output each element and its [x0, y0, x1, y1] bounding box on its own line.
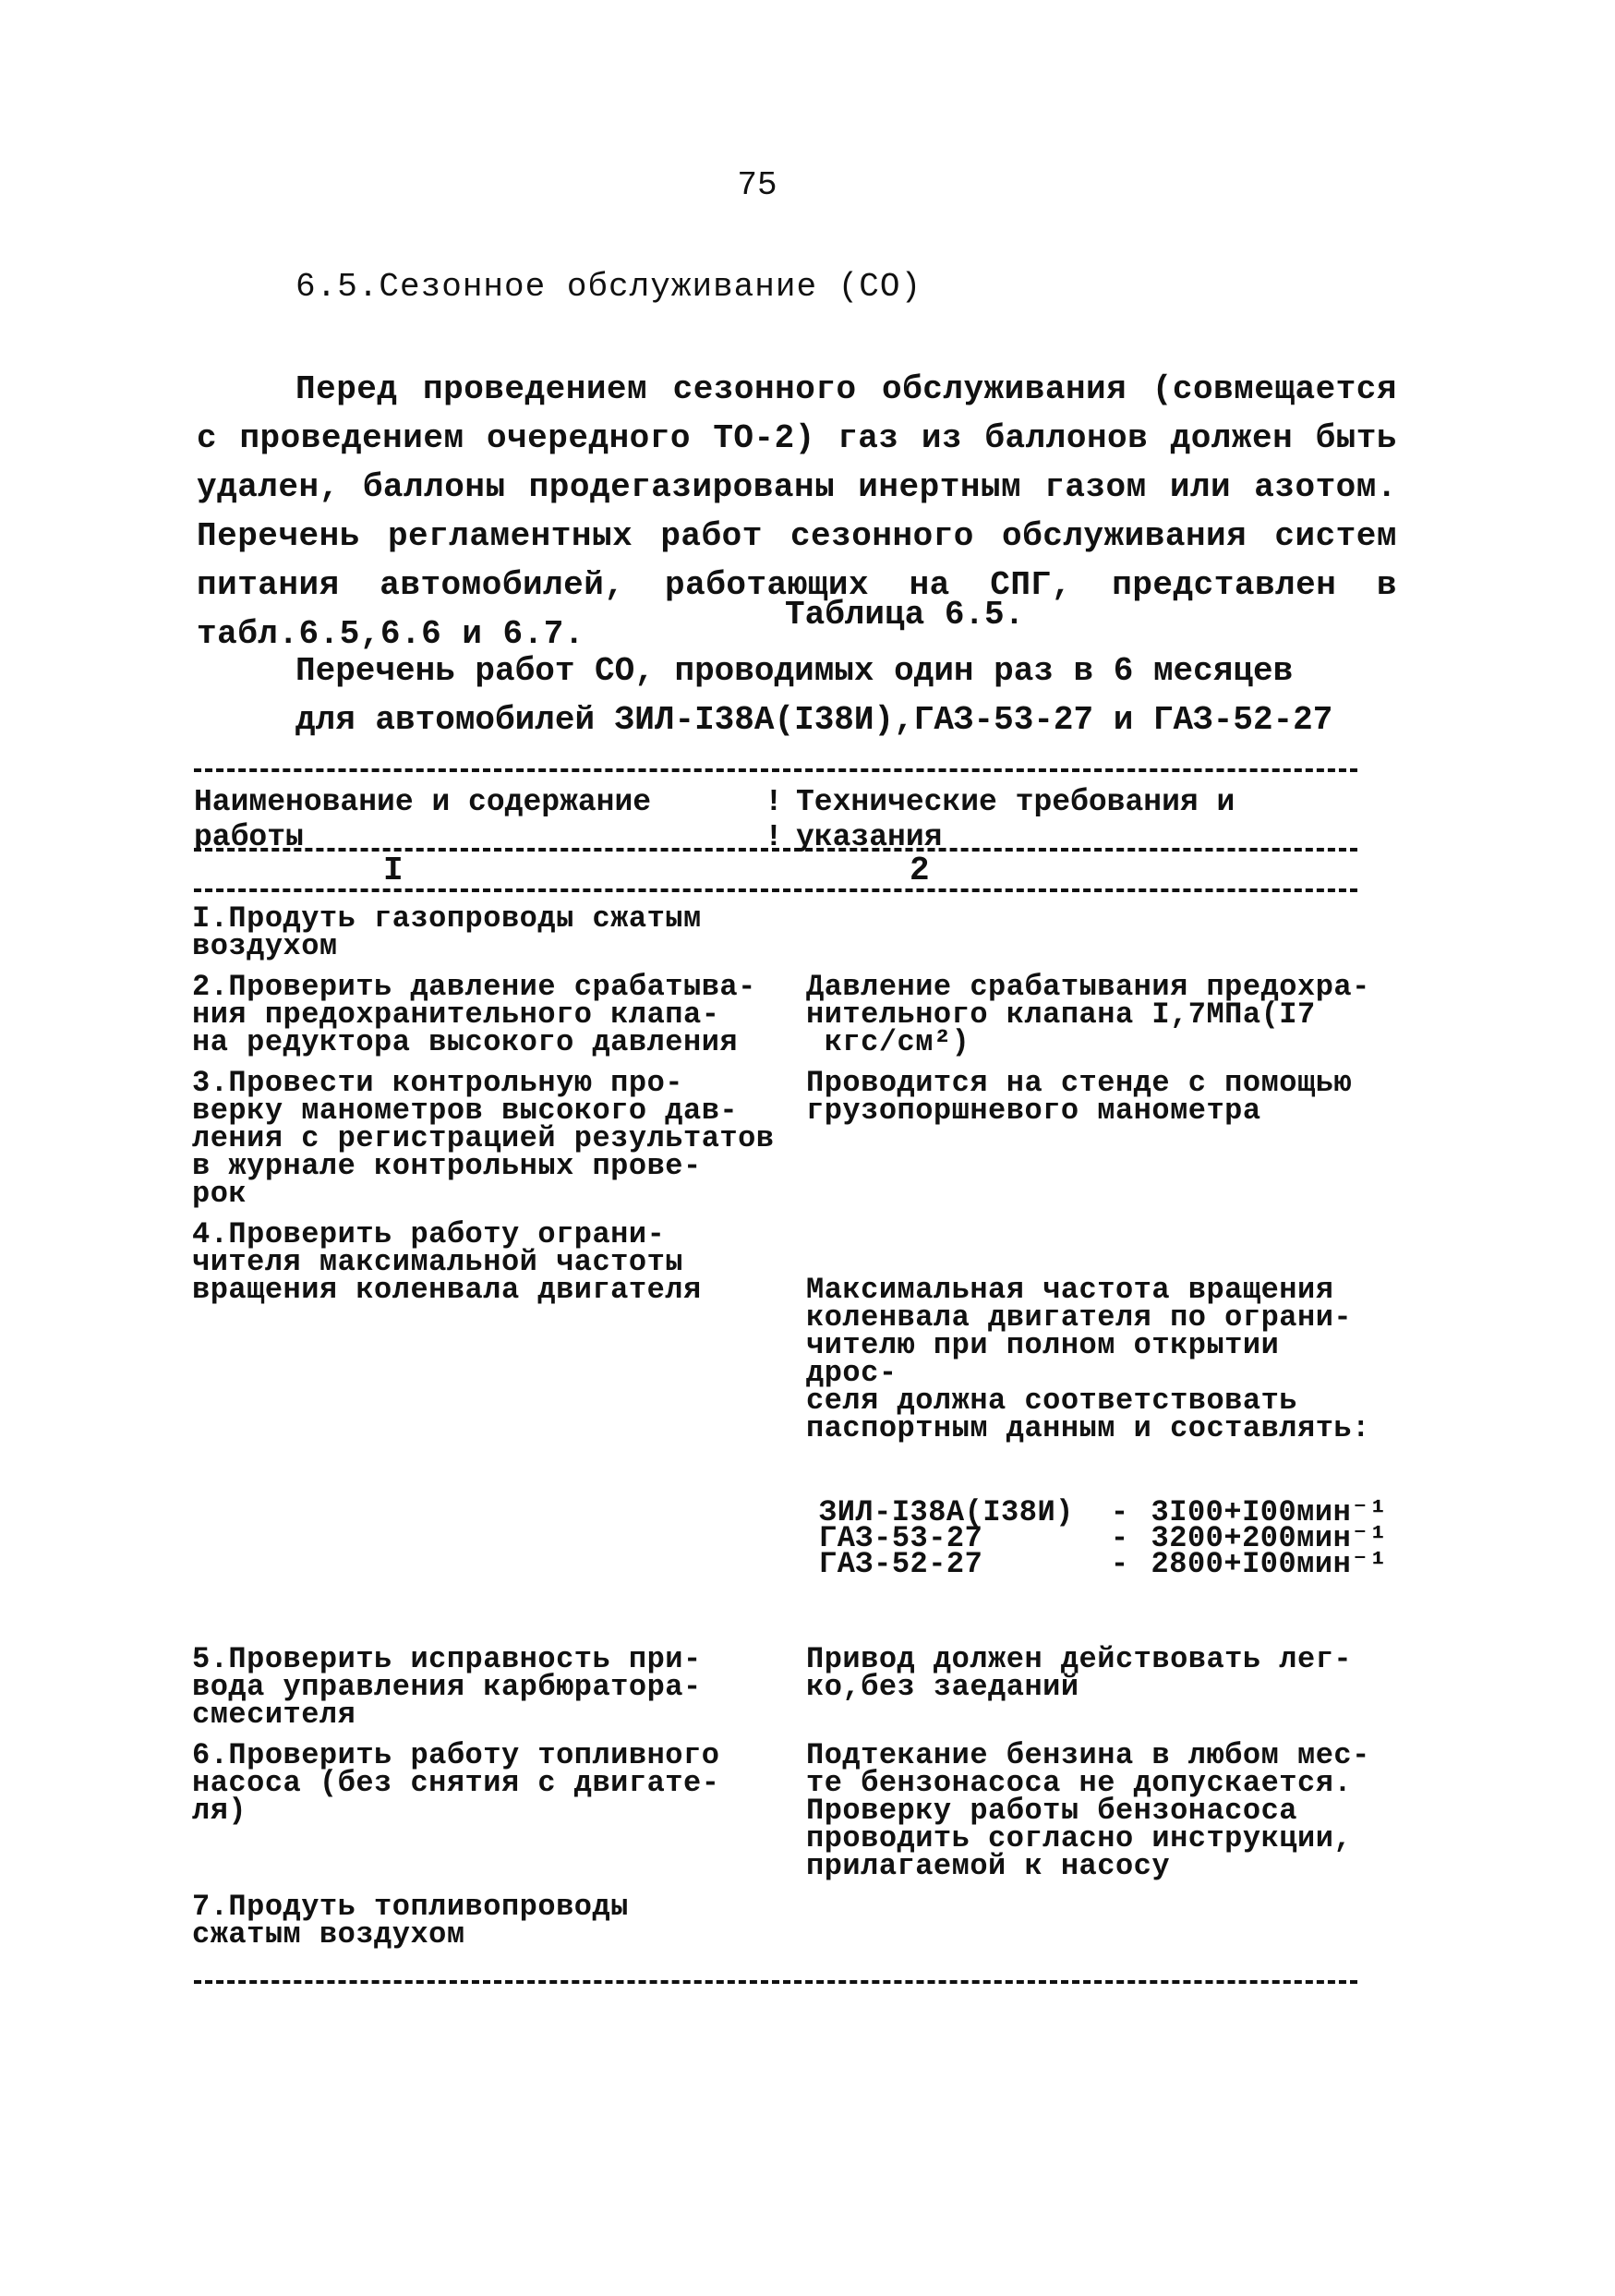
work-cell: 6.Проверить работу топливного насоса (без снятия с двигате- ля): [192, 1738, 720, 1828]
spec-dash: -: [1110, 1495, 1129, 1529]
work-cell: 3.Провести контрольную про- верку манометров высокого дав- ления с регистрацией результатов в журнале контрольных прове- рок: [192, 1066, 775, 1211]
column-separator: !: [765, 785, 783, 819]
engine-speed-value: 3200+200мин⁻¹: [1151, 1521, 1388, 1555]
column-separator: !: [765, 820, 783, 854]
work-cell: 4.Проверить работу ограни- чителя максимальной частоты вращения коленвала двигателя: [192, 1217, 702, 1307]
table-caption: [295, 647, 1357, 744]
engine-speed-table: [806, 1495, 1388, 1581]
requirements-text: Максимальная частота вращения коленвала двигателя по ограни- чителю при полном открытии дрос- селя должна соответствовать паспортным данным и составлять:: [806, 1273, 1370, 1445]
header-rule: [194, 848, 1357, 852]
page-number: 75: [737, 166, 777, 204]
numbering-rule: [194, 888, 1357, 892]
table-row: [192, 1738, 1383, 1883]
table-row: [192, 901, 1383, 963]
table-row: [192, 1890, 1383, 1952]
spec-row: [806, 1552, 1388, 1577]
spec-dash: -: [1110, 1547, 1129, 1581]
intro-paragraph: Перед проведением сезонного обслуживания (совмещается с проведением очередного ТО-2) газ из баллонов должен быть удален, баллоны продегазированы инертным газом или азотом. Перечень регламентных работ сезонного обслуживания систем питания автомобилей, работающих на СПГ, представлен в табл.6.5,6.6 и 6.7.: [197, 370, 1397, 653]
vehicle-model: ЗИЛ-I38А(I38И): [819, 1495, 1074, 1529]
table-row: [192, 1217, 1388, 1633]
table-top-rule: [194, 768, 1357, 772]
vehicle-model: ГАЗ-53-27: [819, 1521, 983, 1555]
column-number-2: 2: [910, 852, 930, 889]
table-row: [192, 1066, 1383, 1211]
work-cell: I.Продуть газопроводы сжатым воздухом: [192, 901, 702, 963]
requirements-cell: Проводится на стенде с помощью грузопоршневого манометра: [806, 1066, 1353, 1128]
requirements-cell: Давление срабатывания предохра- нительного клапана I,7МПа(I7 кгс/см²): [806, 970, 1370, 1059]
requirements-cell: Подтекание бензина в любом мес- те бензонасоса не допускается. Проверку работы бензонасоса проводить согласно инструкции, прилагаемой к насосу: [806, 1738, 1370, 1883]
column-header-line: указания: [796, 820, 943, 854]
column-header-requirements: [796, 785, 1235, 855]
table-caption-line: для автомобилей ЗИЛ-I38А(I38И),ГАЗ-53-27 и ГАЗ-52-27: [295, 701, 1333, 739]
column-header-line: работы: [194, 820, 304, 854]
table-caption-line: Перечень работ СО, проводимых один раз в 6 месяцев: [295, 652, 1294, 690]
engine-speed-value: 3I00+I00мин⁻¹: [1151, 1495, 1388, 1529]
column-number-1: I: [383, 852, 404, 889]
table-body: [192, 901, 1388, 1965]
requirements-cell: [797, 1221, 1388, 1633]
table-row: [192, 1642, 1383, 1732]
vehicle-model: ГАЗ-52-27: [819, 1547, 983, 1581]
work-cell: 5.Проверить исправность при- вода управления карбюратора- смесителя: [192, 1642, 702, 1732]
work-cell: 7.Продуть топливопроводы сжатым воздухом: [192, 1890, 629, 1952]
work-cell: 2.Проверить давление срабатыва- ния предохранительного клапа- на редуктора высокого давления: [192, 970, 756, 1059]
table-row: [192, 970, 1383, 1059]
column-header-line: Технические требования и: [796, 785, 1235, 819]
requirements-cell: Привод должен действовать лег- ко,без заеданий: [806, 1642, 1353, 1704]
section-title: 6.5.Сезонное обслуживание (СО): [295, 268, 922, 306]
table-bottom-rule: [194, 1980, 1357, 1984]
column-header-line: Наименование и содержание: [194, 785, 652, 819]
column-header-work: [194, 785, 651, 855]
engine-speed-value: 2800+I00мин⁻¹: [1151, 1547, 1388, 1581]
table-label: Таблица 6.5.: [785, 596, 1025, 634]
spec-dash: -: [1110, 1521, 1129, 1555]
